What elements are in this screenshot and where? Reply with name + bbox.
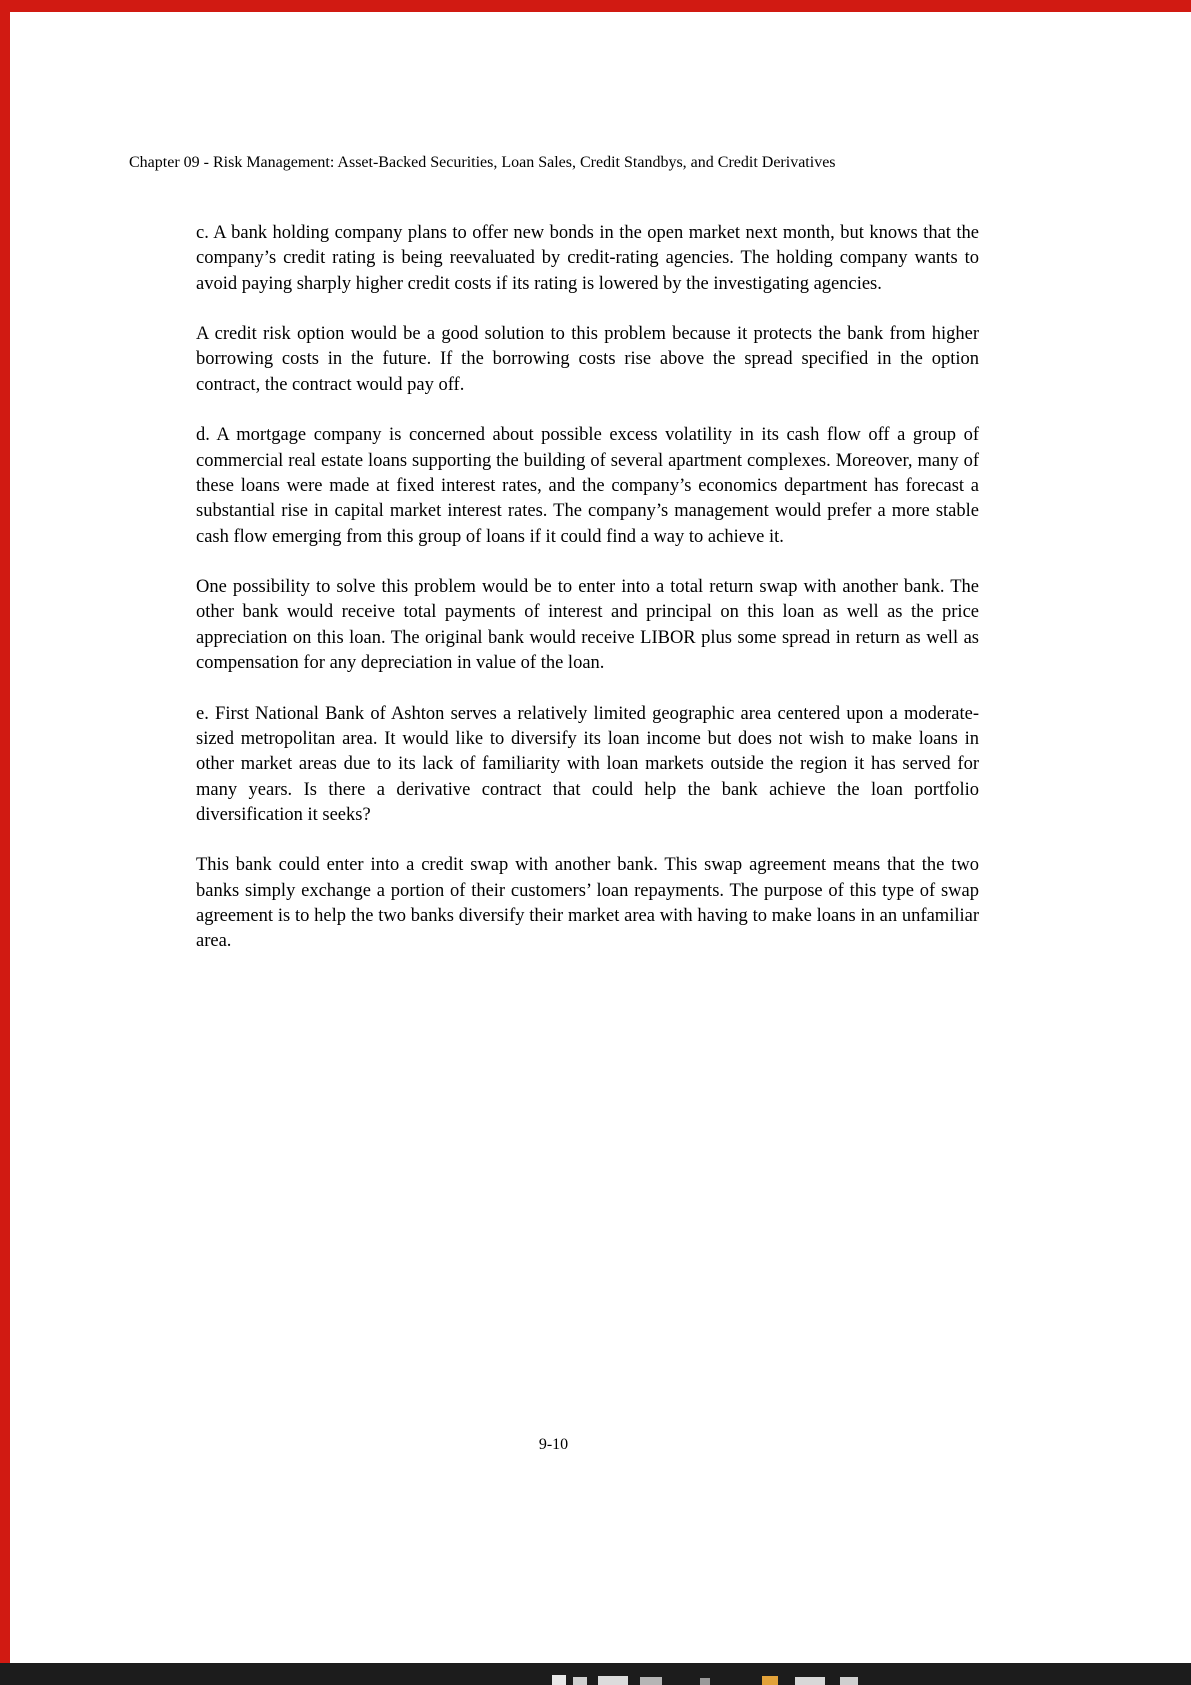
paragraph-d-question: d. A mortgage company is concerned about possible excess volatility in its cash flow off a group of commercial real estate loans supporting the building of several apartment complexes. Moreover, many of these loans were made at fixed interest rates, and the company’s economics department has forecast a substantial rise in capital market interest rates. The company’s management would prefer a more stable cash flow emerging from this group of loans if it could find a way to achieve it.	[196, 425, 979, 547]
taskbar-app-icon[interactable]	[640, 1677, 662, 1685]
paragraph-e-answer: This bank could enter into a credit swap with another bank. This swap agreement means that the two banks simply exchange a portion of their customers’ loan repayments. The purpose of this type of swap agreement is to help the two banks diversify their market area with having to make loans in an unfamiliar area.	[196, 855, 979, 952]
paragraph-d-answer: One possibility to solve this problem would be to enter into a total return swap with another bank. The other bank would receive total payments of interest and principal on this loan as well as the price appreciation on this loan. The original bank would receive LIBOR plus some spread in return as well as compensation for any depreciation in value of the loan.	[196, 577, 979, 674]
taskbar-app-icon[interactable]	[700, 1678, 710, 1685]
paragraph-c-answer: A credit risk option would be a good solution to this problem because it protects the bank from higher borrowing costs in the future. If the borrowing costs rise above the spread specified in the option contract, the contract would pay off.	[196, 324, 979, 395]
app-frame-left-edge	[0, 0, 10, 1663]
taskbar-app-icon[interactable]	[598, 1676, 628, 1685]
taskbar	[0, 1663, 1191, 1685]
taskbar-app-icon[interactable]	[762, 1676, 778, 1685]
taskbar-app-icon[interactable]	[552, 1675, 566, 1685]
chapter-header: Chapter 09 - Risk Management: Asset-Backed Securities, Loan Sales, Credit Standbys, and Credit Derivatives	[129, 154, 836, 171]
paragraph-e-question: e. First National Bank of Ashton serves a relatively limited geographic area centered upon a moderate-sized metropolitan area. It would like to diversify its loan income but does not wish to make loans in other market areas due to its lack of familiarity with loan markets outside the region it has served for many years. Is there a derivative contract that could help the bank achieve the loan portfolio diversification it seeks?	[196, 703, 979, 825]
taskbar-app-icon[interactable]	[795, 1677, 825, 1685]
app-frame-top-edge	[0, 0, 1191, 12]
taskbar-app-icon[interactable]	[840, 1677, 858, 1685]
document-body	[196, 221, 979, 980]
page-number: 9-10	[538, 1436, 569, 1453]
paragraph-c-question: c. A bank holding company plans to offer new bonds in the open market next month, but knows that the company’s credit rating is being reevaluated by credit-rating agencies. The holding company wants to avoid paying sharply higher credit costs if its rating is lowered by the investigating agencies.	[196, 223, 979, 294]
taskbar-app-icon[interactable]	[573, 1677, 587, 1685]
